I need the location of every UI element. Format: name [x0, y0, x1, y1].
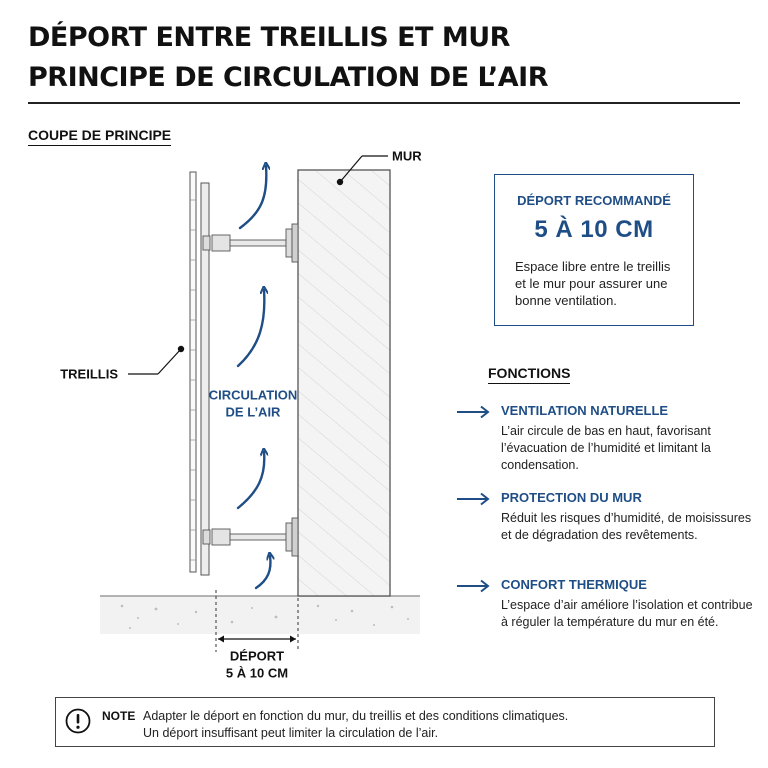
function-description: L’espace d’air améliore l’isolation et contribue à réguler la température du mur en été. [501, 598, 753, 629]
arrow-right-icon [456, 492, 490, 506]
recommendation-description: Espace libre entre le treillis et le mur pour assurer une bonne ventilation. [515, 259, 671, 308]
recommendation-title: DÉPORT RECOMMANDÉ [517, 193, 671, 208]
curved-arrow-up-icon [240, 166, 266, 228]
recommendation-box [494, 174, 694, 326]
curved-arrow-up-icon [256, 556, 270, 588]
recommendation-value: 5 À 10 CM [534, 216, 654, 243]
functions-heading: FONCTIONS [488, 365, 570, 384]
function-description: L’air circule de bas en haut, favorisant l’évacuation de l’humidité et limitant la condensation. [501, 424, 711, 472]
function-title: VENTILATION NATURELLE [501, 403, 669, 418]
title-line-2: PRINCIPE DE CIRCULATION DE L’AIR [28, 62, 549, 93]
airflow-label-line-2: DE L’AIR [225, 404, 281, 420]
spacer-bolt-upper [203, 224, 298, 262]
trellis-callout [60, 346, 184, 382]
trellis [190, 172, 209, 575]
wall [298, 170, 390, 596]
spacer-bolt-lower [203, 518, 298, 556]
note-label: NOTE [102, 709, 136, 723]
trellis-label: TREILLIS [60, 366, 118, 382]
note-line-2: Un déport insuffisant peut limiter la circulation de l’air. [143, 726, 439, 740]
section-label: COUPE DE PRINCIPE [28, 127, 171, 146]
note-line-1: Adapter le déport en fonction du mur, du treillis et des conditions climatiques. [143, 709, 569, 723]
function-title: PROTECTION DU MUR [501, 490, 642, 505]
ground-slab [100, 596, 420, 634]
arrow-right-icon [456, 579, 490, 593]
wall-label: MUR [392, 148, 422, 164]
function-title: CONFORT THERMIQUE [501, 577, 647, 592]
curved-arrow-up-icon [238, 452, 264, 508]
airflow-label-line-1: CIRCULATION [208, 387, 298, 403]
arrow-right-icon [456, 405, 490, 419]
function-description: Réduit les risques d’humidité, de moisissures et de dégradation des revêtements. [501, 511, 752, 542]
exclamation-circle-icon [65, 708, 91, 734]
title-line-1: DÉPORT ENTRE TREILLIS ET MUR [28, 22, 510, 53]
curved-arrow-up-icon [238, 290, 264, 366]
offset-value: 5 À 10 CM [225, 665, 289, 681]
offset-label: DÉPORT [229, 648, 285, 664]
note-text [143, 708, 568, 742]
note-box [55, 697, 715, 747]
